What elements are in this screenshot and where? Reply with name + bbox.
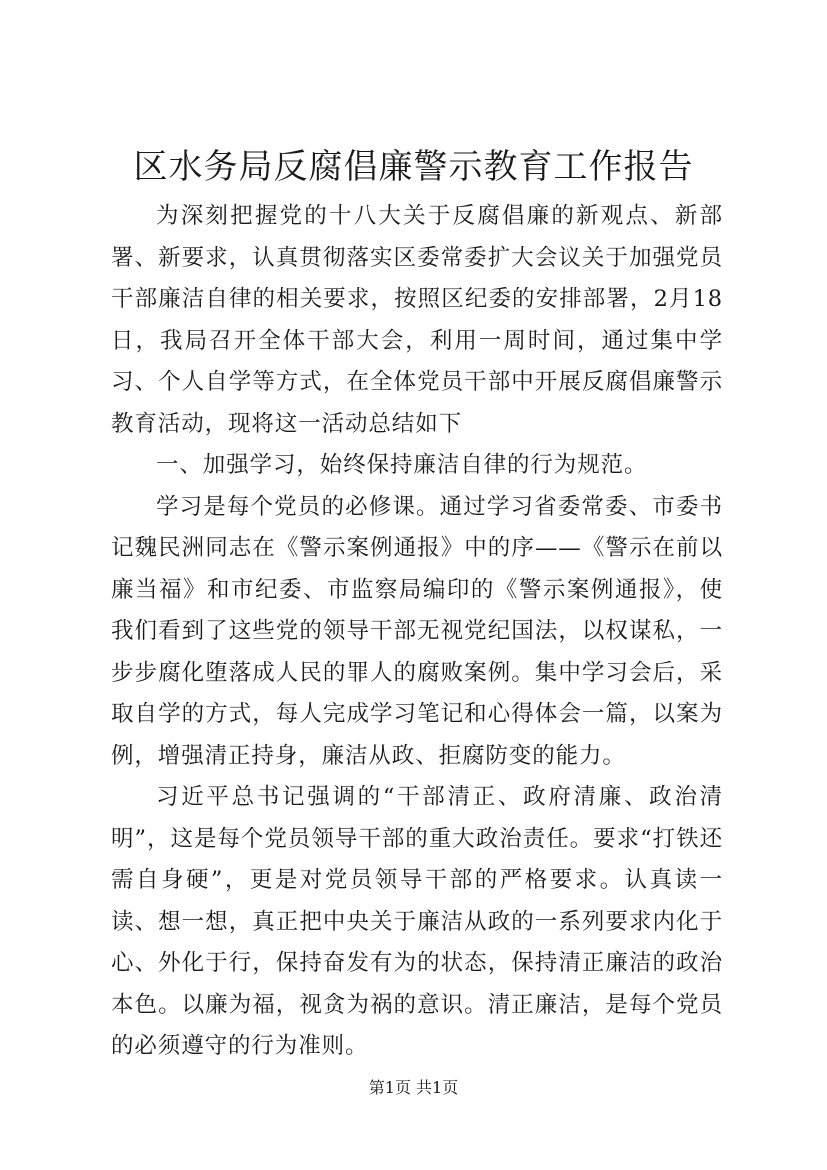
paragraph-intro: 为深刻把握党的十八大关于反腐倡廉的新观点、新部署、新要求，认真贯彻落实区委常委扩大会议关于加强党员干部廉洁自律的相关要求，按照区纪委的安排部署，2月18日，我局召开全体干部大会，利用一周时间，通过集中学习、个人自学等方式，在全体党员干部中开展反腐倡廉警示教育活动，现将这一活动总结如下 bbox=[111, 203, 723, 437]
paragraph-integrity: 习近平总书记强调的“干部清正、政府清廉、政治清明”，这是每个党员领导干部的重大政治责任。要求“打铁还需自身硬”，更是对党员领导干部的严格要求。认真读一读、想一想，真正把中央关于廉洁从政的一系列要求内化于心、外化于行，保持奋发有为的状态，保持清正廉洁的政治本色。以廉为福，视贪为祸的意识。清正廉洁，是每个党员的必须遵守的行为准则。 bbox=[111, 784, 723, 1059]
document-title: 区水务局反腐倡廉警示教育工作报告 bbox=[133, 147, 694, 187]
page-number-footer: 第1页 共1页 bbox=[368, 1078, 459, 1097]
document-body bbox=[111, 196, 723, 1068]
section-heading-1: 一、加强学习，始终保持廉洁自律的行为规范。 bbox=[156, 452, 648, 478]
paragraph-study: 学习是每个党员的必修课。通过学习省委常委、市委书记魏民洲同志在《警示案例通报》中的序——《警示在前以廉当福》和市纪委、市监察局编印的《警示案例通报》，使我们看到了这些党的领导干部无视党纪国法，以权谋私，一步步腐化堕落成人民的罪人的腐败案例。集中学习会后，采取自学的方式，每人完成学习笔记和心得体会一篇，以案为例，增强清正持身，廉洁从政、拒腐防变的能力。 bbox=[111, 493, 723, 769]
